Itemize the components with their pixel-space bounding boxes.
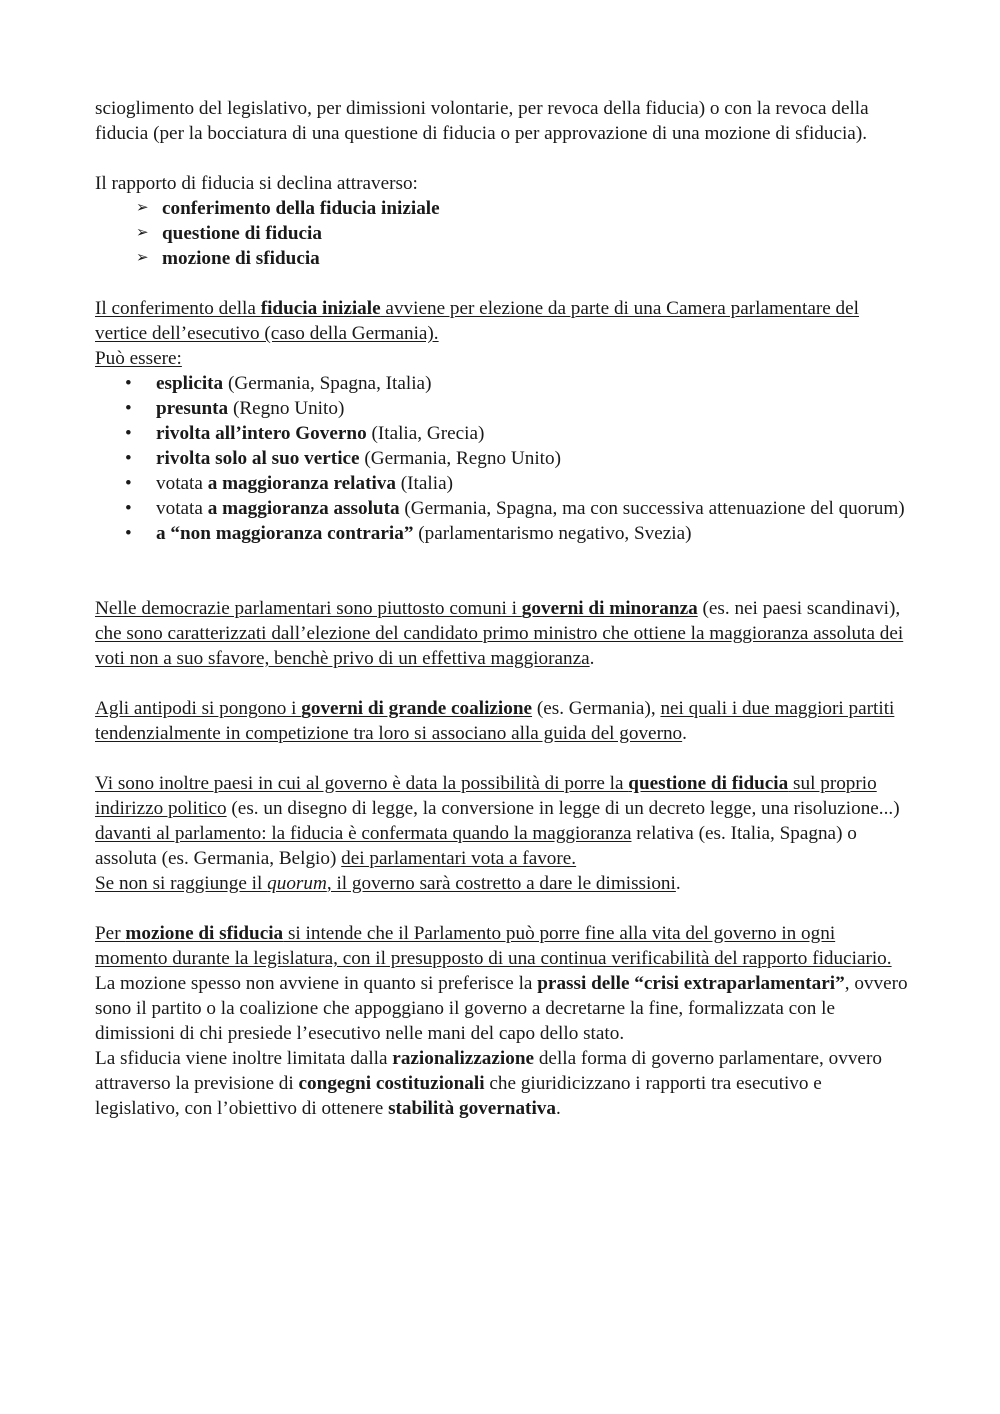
paragraph-razionalizzazione <box>95 1046 910 1121</box>
bold-text: presunta <box>156 398 229 419</box>
bullet-icon: • <box>125 523 132 544</box>
text: nei quali i due maggiori partiti tendenzialmente in competizione tra loro si associano alla guida del governo <box>95 698 895 744</box>
text: davanti al parlamento: la fiducia è confermata quando la maggioranza <box>95 823 632 844</box>
bold-text: fiducia iniziale <box>260 298 381 319</box>
bold-text: a maggioranza assoluta <box>207 498 400 519</box>
bullet-icon: • <box>125 423 132 444</box>
list-item <box>95 471 910 496</box>
document-page <box>95 96 910 1121</box>
bullet-icon: • <box>125 373 132 394</box>
text: sul proprio indirizzo politico <box>95 773 877 819</box>
text: (Germania, Spagna, ma con successiva attenuazione del quorum) <box>399 498 905 519</box>
text: Agli antipodi si pongono i <box>95 698 302 719</box>
text: . <box>675 873 681 894</box>
text: (es. Germania), <box>532 698 661 719</box>
list-item <box>95 421 910 446</box>
text: Per <box>95 923 126 944</box>
text: scioglimento del legislativo, per dimissioni volontarie, per revoca della fiducia) o con la revoca della fiducia (per la bocciatura di una questione di fiducia o per approvazione di una mozione di sfiducia). <box>95 98 869 144</box>
paragraph-quorum <box>95 871 910 896</box>
list-item <box>95 246 910 271</box>
text: votata <box>156 498 208 519</box>
text: . <box>589 648 595 669</box>
paragraph-mozione <box>95 971 910 1046</box>
text: , il governo sarà costretto a dare le dimissioni <box>326 873 676 894</box>
bold-text: prassi delle “crisi extraparlamentari” <box>537 973 845 994</box>
bold-text: rivolta solo al suo vertice <box>156 448 360 469</box>
text: Il conferimento della <box>95 298 261 319</box>
text: (Germania, Spagna, Italia) <box>223 373 432 394</box>
text: Il rapporto di fiducia si declina attraverso: <box>95 173 418 194</box>
bold-text: questione di fiducia <box>628 773 789 794</box>
arrow-list <box>95 196 910 271</box>
text: che giuridicizzano i rapporti tra esecutivo e legislativo, con l’obiettivo di ottenere <box>95 1073 822 1119</box>
text: La sfiducia viene inoltre limitata dalla <box>95 1048 393 1069</box>
paragraph-sfiducia <box>95 921 910 971</box>
paragraph-intro <box>95 96 910 146</box>
paragraph-conferimento <box>95 296 910 346</box>
bold-text: congegni costituzionali <box>298 1073 485 1094</box>
bullet-icon: • <box>125 448 132 469</box>
bullet-icon: • <box>125 498 132 519</box>
bullet-list <box>95 371 910 546</box>
arrow-bullet-icon: ➢ <box>136 250 149 266</box>
bold-text: rivolta all’intero Governo <box>156 423 367 444</box>
text: (Italia) <box>395 473 453 494</box>
text: che sono caratterizzati dall’elezione del candidato primo ministro che ottiene la maggioranza assoluta dei voti non a suo sfavore, benchè privo di un effettiva maggioranza <box>95 623 904 669</box>
bold-text: questione di fiducia <box>162 223 322 244</box>
arrow-bullet-icon: ➢ <box>136 225 149 241</box>
text: Se non si raggiunge il <box>95 873 268 894</box>
bullet-icon: • <box>125 473 132 494</box>
list-item <box>95 496 910 521</box>
text: Può essere: <box>95 348 182 369</box>
text: Vi sono inoltre paesi in cui al governo è data la possibilità di porre la <box>95 773 629 794</box>
bold-text: conferimento della fiducia iniziale <box>162 198 440 219</box>
text: votata <box>156 473 208 494</box>
text: avviene per elezione da parte di una Camera parlamentare del vertice dell’esecutivo (caso della Germania). <box>95 298 859 344</box>
text: della forma di governo parlamentare, ovvero attraverso la previsione di <box>95 1048 882 1094</box>
text: (Germania, Regno Unito) <box>359 448 561 469</box>
list-item <box>95 446 910 471</box>
bold-text: a maggioranza relativa <box>207 473 396 494</box>
bold-text: mozione di sfiducia <box>162 248 320 269</box>
text: , ovvero sono il partito o la coalizione che appoggiano il governo a decretarne la fine, formalizzata con le dimissioni di chi presiede l’esecutivo nelle mani del capo dello stato. <box>95 973 908 1044</box>
arrow-bullet-icon: ➢ <box>136 200 149 216</box>
bold-text: governi di grande coalizione <box>301 698 533 719</box>
paragraph-rapporto <box>95 171 910 196</box>
italic-text: quorum <box>267 873 327 894</box>
text: . <box>555 1098 561 1119</box>
list-item <box>95 196 910 221</box>
bold-text: a “non maggioranza contraria” <box>156 523 414 544</box>
text: (parlamentarismo negativo, Svezia) <box>413 523 692 544</box>
text: Nelle democrazie parlamentari sono piuttosto comuni i <box>95 598 522 619</box>
text: si intende che il Parlamento può porre fine alla vita del governo in ogni momento durante la legislatura, con il presupposto di una continua verificabilità del rapporto fiduciario. <box>95 923 892 969</box>
bold-text: mozione di sfiducia <box>125 923 284 944</box>
text: relativa (es. Italia, Spagna) o assoluta (es. Germania, Belgio) <box>95 823 857 869</box>
paragraph-questione <box>95 771 910 871</box>
paragraph-minoranza <box>95 596 910 671</box>
list-item <box>95 521 910 546</box>
text: . <box>682 723 687 744</box>
paragraph-puo-essere <box>95 346 910 371</box>
paragraph-coalizione <box>95 696 910 746</box>
bold-text: razionalizzazione <box>392 1048 535 1069</box>
text: dei parlamentari vota a favore. <box>341 848 577 869</box>
text: (es. nei paesi scandinavi), <box>697 598 901 619</box>
bold-text: esplicita <box>156 373 224 394</box>
bold-text: stabilità governativa <box>388 1098 556 1119</box>
bold-text: governi di minoranza <box>521 598 698 619</box>
text: La mozione spesso non avviene in quanto si preferisce la <box>95 973 538 994</box>
text: (Italia, Grecia) <box>366 423 485 444</box>
text: (es. un disegno di legge, la conversione in legge di un decreto legge, una risoluzione...) <box>226 798 900 819</box>
bullet-icon: • <box>125 398 132 419</box>
list-item <box>95 221 910 246</box>
list-item <box>95 371 910 396</box>
list-item <box>95 396 910 421</box>
text: (Regno Unito) <box>228 398 345 419</box>
